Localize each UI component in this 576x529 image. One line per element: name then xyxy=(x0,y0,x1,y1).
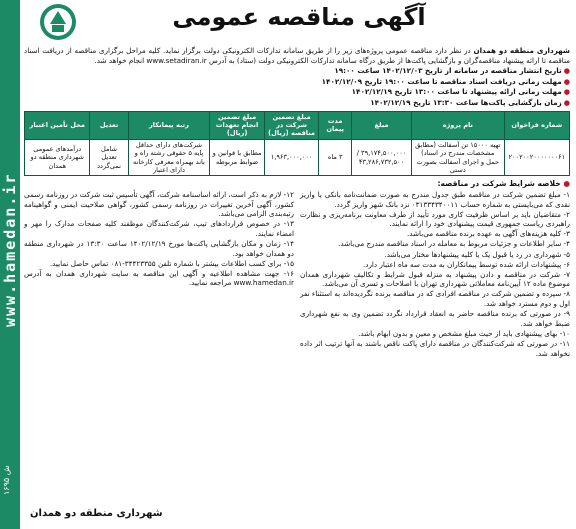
table-row xyxy=(25,139,570,176)
side-banner xyxy=(0,0,20,529)
table-cell: ۲۰۰۲۰۰۲۰۰۰۰۰۰۰۶۱ xyxy=(504,139,569,176)
condition-item: ۵- شهرداری در رد یا قبول یک یا کلیه پیشنهادها مختار می‌باشد. xyxy=(384,249,570,259)
condition-item: ۱۵- برای کسب اطلاعات بیشتر با شماره تلفن ۳۴۴۲۳۳۵۵-۰۸۱ تماس حاصل نمایید. xyxy=(49,258,294,268)
tender-table xyxy=(24,111,570,177)
col-header: محل تأمین اعتبار xyxy=(25,111,90,139)
col-header: مبلغ تضمین شرکت در مناقصه (ریال) xyxy=(264,111,319,139)
conditions-title: ● خلاصه شرایط شرکت در مناقصه: xyxy=(437,179,570,189)
condition-item: ۱۲- لازم به ذکر است، ارائه اساسنامه شرکت، آگهی تأسیس ثبت شرکت در روزنامه رسمی کشور، آگهی آخرین تغییرات در روزنامه رسمی کشور، گواهی صلاحیت ایمنی و گواهینامه رتبه‌بندی الزامی می‌باشد. xyxy=(24,190,294,219)
table-cell: تهیه ۱۵۰۰۰ تن آسفالت (مطابق مشخصات مندرج در اسناد) حمل و اجرای آسفالت بصورت دستی xyxy=(411,139,504,176)
col-header: مدت پیمان xyxy=(319,111,352,139)
col-header: مبلغ تضمین انجام تعهدات (ریال) xyxy=(210,111,265,139)
condition-item: ۱- مبلغ تضمین شرکت در مناقصه طبق جدول مندرج به صورت ضمانت‌نامه بانکی یا واریز نقدی که می‌بایستی به شماره حساب ۰۳۱۳۳۴۳۴۰۰۱۱ نزد بانک شهر واریز گردد. xyxy=(300,190,570,209)
table-cell: ۳ ماه xyxy=(319,139,352,176)
col-header: شماره فراخوان xyxy=(504,111,569,139)
condition-item: ۱۰- بهای پیشنهادی باید از حیث مبلغ مشخص و معین و بدون ابهام باشد. xyxy=(358,328,570,338)
header xyxy=(22,0,576,48)
col-header: تعدیل xyxy=(90,111,128,139)
table-cell: درآمدهای عمومی شهرداری منطقه دو همدان xyxy=(25,139,90,176)
condition-item: ۱۴- زمان و مکان بازگشایی پاکت‌ها مورخ ۱۴۰۲/۱۲/۱۹ ساعت ۱۳:۳۰ در شهرداری منطقه دو همدان خواهد بود. xyxy=(24,238,294,258)
condition-item: ۴- سایر اطلاعات و جزئیات مربوط به معامله در اسناد مناقصه مندرج می‌باشد. xyxy=(338,239,570,249)
date-line-2: ●مهلت زمانی دریافت اسناد مناقصه تا ساعت ۱۹:۰۰ تاریخ ۱۴۰۲/۱۲/۰۹ xyxy=(321,76,570,86)
page-title: آگهی مناقصه عمومی xyxy=(172,3,426,31)
condition-item: ۱۳- در خصوص قراردادهای تیپ، شرکت‌کنندگان موظفند کلیه صفحات مدارک را مهر و امضاء نمایند. xyxy=(24,219,294,238)
intro-text: در نظر دارد مناقصه عمومی پروژه‌های زیر را از طریق سامانه تدارکات الکترونیکی دولت برگزار نماید. کلیه مراحل برگزاری مناقصه از دریافت اسناد مناقصه تا ارائه پیشنهاد مناقصه‌گران و بازگشایی پاکت‌ها از طریق درگاه سامانه تدارکات الکترونیکی دولت (ستاد) به آدرس www.setadiran.ir انجام خواهد شد. xyxy=(24,46,570,65)
table-cell: شامل تعدیل نمی‌گردد xyxy=(90,139,128,176)
col-header: نام پروژه xyxy=(411,111,504,139)
condition-item: ۱۱- در صورتی که شرکت‌کنندگان در مناقصه دارای پاکت ناقص باشند به آنها ترتیب اثر داده نخواهد شد. xyxy=(300,338,570,358)
intro-paragraph xyxy=(24,46,570,65)
signature: شهرداری منطقه دو همدان xyxy=(30,508,163,519)
notice-body xyxy=(24,46,570,525)
col-header: رتبه پیمانکار xyxy=(128,111,210,139)
date-line-1: ●تاریخ انتشار مناقصه در سامانه از تاریخ ۱۴۰۲/۱۲/۰۳ ساعت ۱۹:۰۰ xyxy=(334,66,570,76)
date-line-4: ●زمان بازگشایی پاکت‌ها ساعت ۱۳:۳۰ تاریخ ۱۴۰۲/۱۲/۱۹ xyxy=(370,97,570,107)
conditions-column-right xyxy=(300,190,570,359)
table-cell: ۱,۹۶۳,۰۰۰,۰۰۰ xyxy=(264,139,319,176)
issue-number: ش ۱۶۹۵ xyxy=(2,465,11,495)
condition-item: ۳- کلیه هزینه‌های آگهی به عهده برنده مناقصه می‌باشد. xyxy=(406,229,570,239)
condition-item: ۹- در صورتی که برنده مناقصه حاضر به انعقاد قرارداد نگردد تضمین وی به نفع شهرداری ضبط خواهد شد. xyxy=(300,309,570,328)
table-header-row xyxy=(25,111,570,139)
conditions-column-left xyxy=(24,190,294,359)
site-url[interactable]: www.hamedan.ir xyxy=(1,172,19,328)
condition-item: ۸- سپرده و تضمین شرکت در مناقصه افرادی که در مناقصه برنده نگردیده‌اند به استثناء نفر اول و دوم مسترد خواهد شد. xyxy=(300,289,570,309)
table-cell: مطابق با قوانین و ضوابط مربوطه xyxy=(210,139,265,176)
date-line-3: ●مهلت زمانی ارائه پیشنهاد تا ساعت ۱۳:۰۰ تاریخ ۱۴۰۲/۱۲/۱۹ xyxy=(351,87,570,97)
condition-item: ۶- پیشنهادات ارائه شده توسط پیمانکاران به مدت سه ماه اعتبار دارد. xyxy=(362,259,570,269)
condition-item: ۷- شرکت در مناقصه و دادن پیشنهاد به منزله قبول شرایط و تکالیف شهرداری همدان موضوع ماده ۱۲ آیین‌نامه معاملاتی شهرداری تهران با اصلاحات و تسری آن می‌باشد. xyxy=(300,269,570,289)
org-name: شهرداری منطقه دو همدان xyxy=(473,46,570,55)
table-cell: ۳۹,۱۷۴,۵۰۰,۰۰۰ / ۴۳,۲۸۶,۷۳۲,۵۰۰ xyxy=(352,139,412,176)
col-header: مبلغ xyxy=(352,111,412,139)
conditions-columns xyxy=(24,190,570,359)
condition-item: ۲- متقاضیان باید بر اساس ظرفیت کاری مورد تأیید از طرف معاونت برنامه‌ریزی و نظارت راهبردی ریاست جمهوری قیمت پیشنهادی خود را ارائه نمایند. xyxy=(300,209,570,229)
table-cell: شرکت‌های دارای حداقل پایه ۵ حقوقی رشته راه و باند بهمراه معرفی کارخانه دارای اعتبار xyxy=(128,139,210,176)
condition-item: ۱۶- جهت مشاهده اطلاعیه و آگهی این مناقصه به سایت شهرداری همدان به آدرس www.hamedan.ir مراجعه نمایید. xyxy=(24,268,294,288)
